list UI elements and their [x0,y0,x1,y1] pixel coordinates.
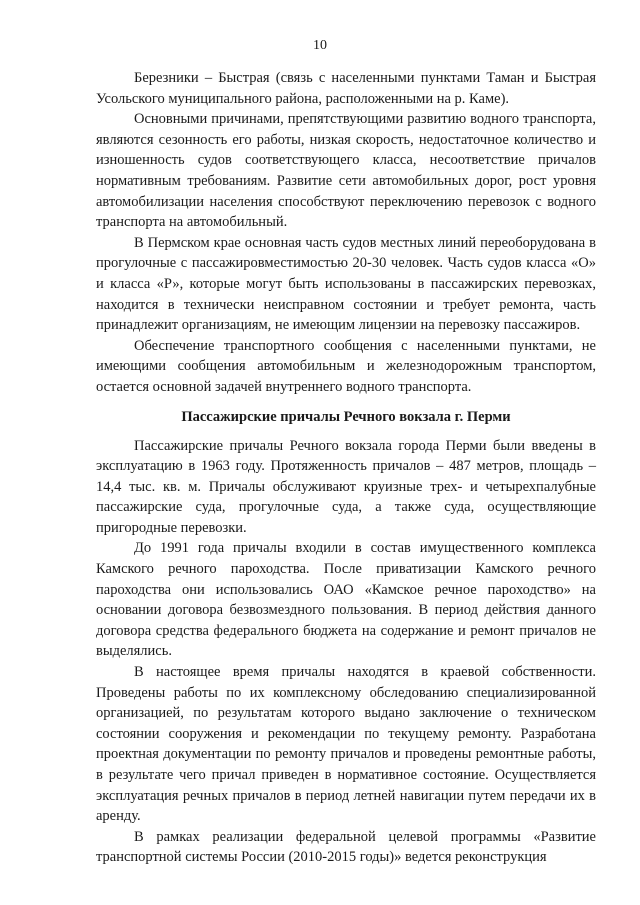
page-number: 10 [313,38,327,53]
paragraph: Березники – Быстрая (связь с населенными пунктами Таман и Быстрая Усольского муниципального района, расположенными на р. Каме). [96,70,596,107]
paragraph: В Пермском крае основная часть судов местных линий переоборудована в прогулочные с пассажировместимостью 20-30 человек. Часть судов класса «О» и класса «Р», которые могут быть использованы в пассажирских перевозках, находится в технически неисправном состоянии и требует ремонта, часть принадлежит организациям, не имеющим лицензии на перевозку пассажиров. [96,234,596,334]
paragraph: В настоящее время причалы находятся в краевой собственности. Проведены работы по их комплексному обследованию специализированной организацией, по результатам которого выдано заключение о техническом состоянии сооружения и рекомендации по текущему ремонту. Разработана проектная документации по ремонту причалов и проведены ремонтные работы, в результате чего причал приведен в нормативное состояние. Осуществляется эксплуатация речных причалов в период летней навигации путем передачи их в аренду. [96,664,596,825]
document-body [96,68,596,868]
paragraph: Обеспечение транспортного сообщения с населенными пунктами, не имеющими сообщения автомобильным и железнодорожным транспортом, остается основной задачей внутреннего водного транспорта. [96,337,596,395]
paragraph: В рамках реализации федеральной целевой программы «Развитие транспортной системы России (2010-2015 годы)» ведется реконструкция [96,828,596,866]
section-heading: Пассажирские причалы Речного вокзала г. Перми [181,408,511,425]
paragraph: Пассажирские причалы Речного вокзала города Перми были введены в эксплуатацию в 1963 году. Протяженность причалов – 487 метров, площадь – 14,4 тыс. кв. м. Причалы обслуживают круизные трех- и четырехпалубные пассажирские суда, прогулочные суда, а также суда, осуществляющие пригородные перевозки. [96,437,596,536]
paragraph: Основными причинами, препятствующими развитию водного транспорта, являются сезонность его работы, низкая скорость, недостаточное количество и изношенность судов соответствующего класса, несоответствие причалов нормативным требованиям. Развитие сети автомобильных дорог, рост уровня автомобилизации населения способствуют переключению перевозок с водного транспорта на автомобильный. [96,111,596,231]
paragraph: До 1991 года причалы входили в состав имущественного комплекса Камского речного пароходства. После приватизации Камского речного пароходства они использовались ОАО «Камское речное пароходство» на основании договора безвозмездного пользования. В период действия данного договора средства федерального бюджета на содержание и ремонт причалов не выделялись. [96,540,596,660]
